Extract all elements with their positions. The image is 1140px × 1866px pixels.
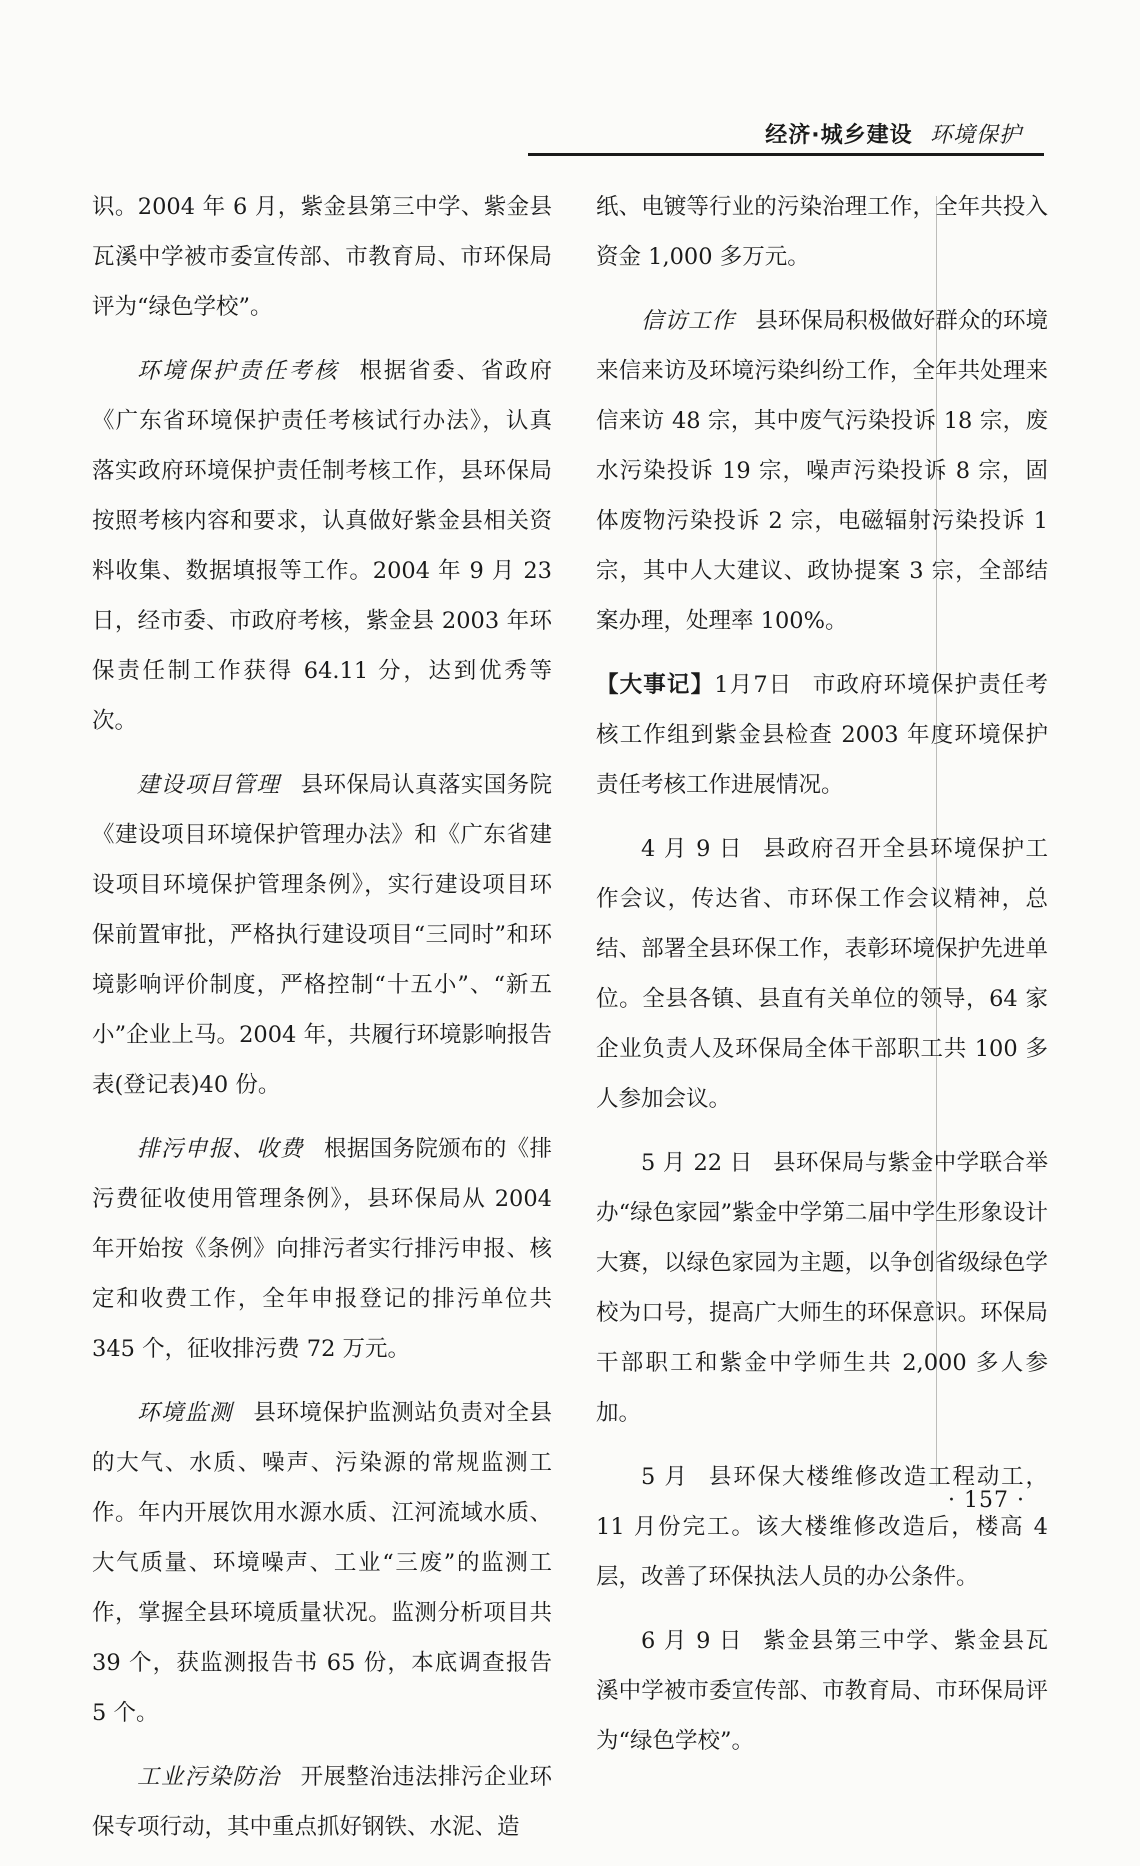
paragraph-text: 县环境保护监测站负责对全县的大气、水质、噪声、污染源的常规监测工作。年内开展饮用水源水质、江河流域水质、大气质量、环境噪声、工业“三废”的监测工作，掌握全县环境质量状况。监测分析项目共 39 个，获监测报告书 65 份，本底调查报告 5 个。: [92, 1400, 552, 1726]
paragraph: 纸、电镀等行业的污染治理工作，全年共投入资金 1,000 多万元。: [596, 194, 1048, 270]
paragraph-lead: 环境监测: [137, 1400, 234, 1426]
event-paragraph: [596, 824, 1048, 1124]
event-date: 5 月 22 日: [641, 1150, 753, 1176]
chronicle-heading: 【大事记】: [596, 672, 715, 698]
event-paragraph: [596, 1452, 1048, 1602]
event-text: 市政府环境保护责任考核工作组到紫金县检查 2003 年度环境保护责任考核工作进展情况。: [596, 672, 1048, 798]
paragraph: [92, 1388, 552, 1738]
header-subsection: 环境保护: [929, 123, 1022, 148]
chronicle-paragraph: [596, 660, 1048, 810]
event-date: 6 月 9 日: [641, 1628, 743, 1654]
event-text: 县政府召开全县环境保护工作会议，传达省、市环保工作会议精神，总结、部署全县环保工作，表彰环境保护先进单位。全县各镇、县直有关单位的领导，64 家企业负责人及环保局全体干部职工共 100 多人参加会议。: [596, 836, 1048, 1112]
header-section: 经济·城乡建设: [765, 123, 913, 148]
paragraph-text: 根据国务院颁布的《排污费征收使用管理条例》，县环保局从 2004 年开始按《条例》向排污者实行排污申报、核定和收费工作，全年申报登记的排污单位共 345 个，征收排污费 72 万元。: [92, 1136, 552, 1362]
paragraph-lead: 工业污染防治: [137, 1764, 281, 1790]
paragraph-lead: 建设项目管理: [137, 772, 281, 798]
paragraph-lead: 信访工作: [641, 308, 736, 334]
paragraph: [596, 296, 1048, 646]
paragraph-lead: 环境保护责任考核: [137, 358, 340, 384]
event-paragraph: [596, 1138, 1048, 1438]
paragraph: 识。2004 年 6 月，紫金县第三中学、紫金县瓦溪中学被市委宣传部、市教育局、市环保局评为“绿色学校”。: [92, 194, 552, 320]
paragraph-text: 县环保局认真落实国务院《建设项目环境保护管理办法》和《广东省建设项目环境保护管理条例》，实行建设项目环保前置审批，严格执行建设项目“三同时”和环境影响评价制度，严格控制“十五小”、“新五小”企业上马。2004 年，共履行环境影响报告表(登记表)40 份。: [92, 772, 552, 1098]
event-text: 县环保局与紫金中学联合举办“绿色家园”紫金中学第二届中学生形象设计大赛，以绿色家园为主题，以争创省级绿色学校为口号，提高广大师生的环保意识。环保局干部职工和紫金中学师生共 2,000 多人参加。: [596, 1150, 1048, 1426]
event-date: 5 月: [641, 1464, 689, 1490]
event-paragraph: [596, 1616, 1048, 1766]
event-text: 县环保大楼维修改造工程动工，11 月份完工。该大楼维修改造后，楼高 4 层，改善了环保执法人员的办公条件。: [596, 1464, 1048, 1590]
paragraph: [92, 1752, 552, 1852]
running-header: [528, 116, 1044, 156]
paragraph-text: 开展整治违法排污企业环保专项行动，其中重点抓好钢铁、水泥、造: [92, 1764, 552, 1840]
paragraph-text: 县环保局积极做好群众的环境来信来访及环境污染纠纷工作，全年共处理来信来访 48 宗，其中废气污染投诉 18 宗，废水污染投诉 19 宗，噪声污染投诉 8 宗，固体废物污染投诉 2 宗，电磁辐射污染投诉 1 宗，其中人大建议、政协提案 3 宗，全部结案办理，处理率 100%。: [596, 308, 1048, 634]
paragraph: [92, 760, 552, 1110]
paragraph: [92, 346, 552, 746]
paragraph: [92, 1124, 552, 1374]
event-text: 紫金县第三中学、紫金县瓦溪中学被市委宣传部、市教育局、市环保局评为“绿色学校”。: [596, 1628, 1048, 1754]
event-date: 4 月 9 日: [641, 836, 743, 862]
paragraph-lead: 排污申报、收费: [137, 1136, 304, 1162]
header-text: [765, 118, 1022, 149]
event-date: 1月7日: [714, 672, 793, 698]
left-column: [92, 182, 552, 1866]
right-column: [596, 182, 1048, 1780]
page-number: · 157 ·: [948, 1488, 1025, 1513]
paragraph-text: 根据省委、省政府《广东省环境保护责任考核试行办法》，认真落实政府环境保护责任制考核工作，县环保局按照考核内容和要求，认真做好紫金县相关资料收集、数据填报等工作。2004 年 9 月 23 日，经市委、市政府考核，紫金县 2003 年环保责任制工作获得 64.11 分，达到优秀等次。: [92, 358, 552, 734]
